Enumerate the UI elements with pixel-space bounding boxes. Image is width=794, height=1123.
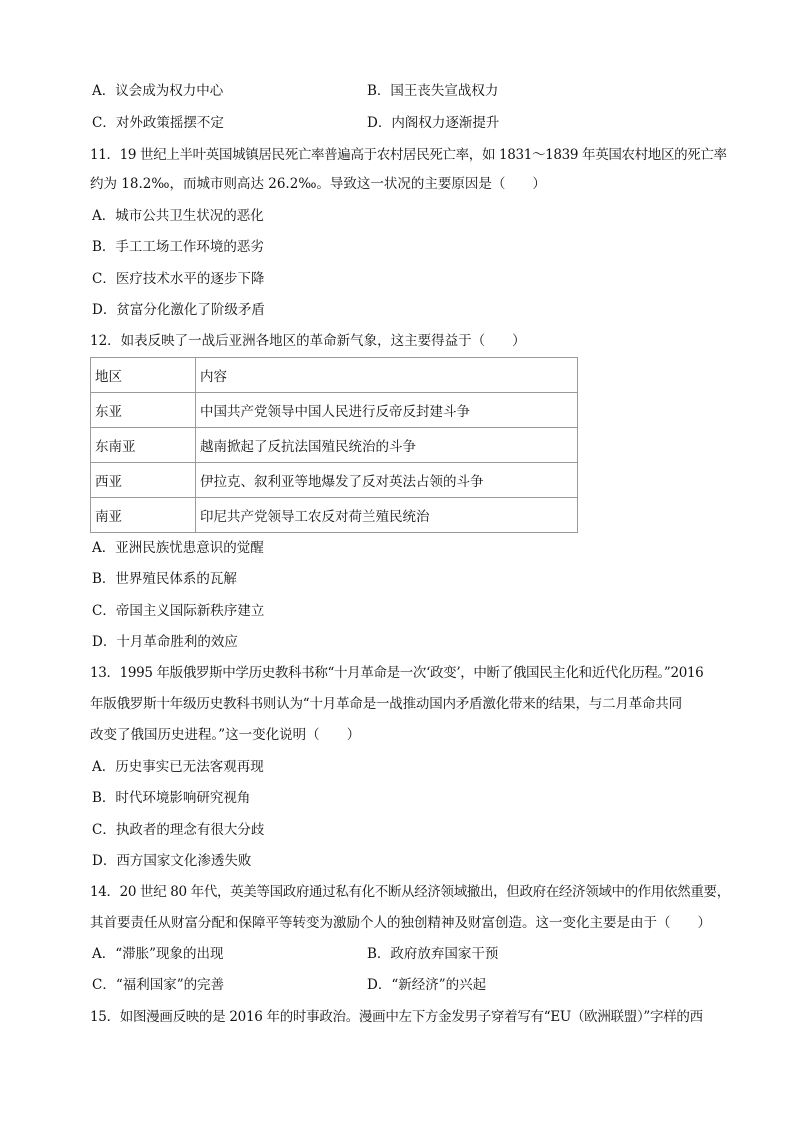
table-cell-content: 中国共产党领导中国人民进行反帝反封建斗争 <box>196 393 578 428</box>
option-d: D．西方国家文化渗透失败 <box>92 853 252 869</box>
table-cell-content: 越南掀起了反抗法国殖民统治的斗争 <box>196 428 578 463</box>
option-a: A．亚洲民族忧患意识的觉醒 <box>92 540 264 556</box>
question-11-stem-line-2: 约为 18.2‰，而城市则高达 26.2‰。导致这一状况的主要原因是（ ） <box>90 176 546 192</box>
question-14-stem-line-1: 14．20 世纪 80 年代，英美等国政府通过私有化不断从经济领域撤出，但政府在经济领域中的作用依然重要， <box>90 884 730 900</box>
option-c: C．帝国主义国际新秩序建立 <box>92 603 265 619</box>
option-b: B．时代环境影响研究视角 <box>92 790 251 806</box>
option-c: C．执政者的理念有很大分歧 <box>92 822 265 838</box>
option-a: A．历史事实已无法客观再现 <box>92 759 264 775</box>
option-d: D．贫富分化激化了阶级矛盾 <box>92 302 265 318</box>
table-row <box>91 393 578 428</box>
question-13-stem-line-1: 13．1995 年版俄罗斯中学历史教科书称“十月革命是一次‘政变’，中断了俄国民主化和近代化历程。”2016 <box>90 665 704 681</box>
option-d: D．十月革命胜利的效应 <box>92 634 238 650</box>
region-table <box>90 357 578 533</box>
option-b: B．世界殖民体系的瓦解 <box>92 571 237 587</box>
option-c: C．对外政策摇摆不定 <box>92 115 224 131</box>
option-b: B．手工工场工作环境的恶劣 <box>92 239 264 255</box>
option-d: D．内阁权力逐渐提升 <box>367 115 500 131</box>
table-row <box>91 463 578 498</box>
option-d: D．“新经济”的兴起 <box>367 977 487 993</box>
table-cell-content: 伊拉克、叙利亚等地爆发了反对英法占领的斗争 <box>196 463 578 498</box>
option-b: B．政府放弃国家干预 <box>367 946 499 962</box>
table-header-content: 内容 <box>196 358 578 393</box>
table-header-region: 地区 <box>91 358 196 393</box>
option-a: A．城市公共卫生状况的恶化 <box>92 208 264 224</box>
table-cell-region: 东南亚 <box>91 428 196 463</box>
question-15-stem: 15．如图漫画反映的是 2016 年的时事政治。漫画中左下方金发男子穿着写有“EU（欧洲联盟）”字样的西 <box>90 1009 703 1025</box>
table-cell-content: 印尼共产党领导工农反对荷兰殖民统治 <box>196 498 578 533</box>
option-c: C．医疗技术水平的逐步下降 <box>92 271 265 287</box>
table-header-row <box>91 358 578 393</box>
question-11-stem-line-1: 11．19 世纪上半叶英国城镇居民死亡率普遍高于农村居民死亡率，如 1831～1839 年英国农村地区的死亡率 <box>90 147 727 163</box>
table-row <box>91 498 578 533</box>
table-cell-region: 西亚 <box>91 463 196 498</box>
question-14-stem-line-2: 其首要责任从财富分配和保障平等转变为激励个人的独创精神及财富创造。这一变化主要是由于（ ） <box>90 915 711 931</box>
option-a: A．“滞胀”现象的出现 <box>92 946 224 962</box>
table-cell-region: 东亚 <box>91 393 196 428</box>
option-a: A．议会成为权力中心 <box>92 83 224 99</box>
question-13-stem-line-2: 年版俄罗斯十年级历史教科书则认为“十月革命是一战推动国内矛盾激化带来的结果，与二月革命共同 <box>90 696 682 712</box>
option-c: C．“福利国家”的完善 <box>92 977 225 993</box>
question-12-stem: 12．如表反映了一战后亚洲各地区的革命新气象，这主要得益于（ ） <box>90 333 526 349</box>
table-row <box>91 428 578 463</box>
option-b: B．国王丧失宣战权力 <box>367 83 499 99</box>
question-13-stem-line-3: 改变了俄国历史进程。”这一变化说明（ ） <box>90 727 361 743</box>
table-cell-region: 南亚 <box>91 498 196 533</box>
